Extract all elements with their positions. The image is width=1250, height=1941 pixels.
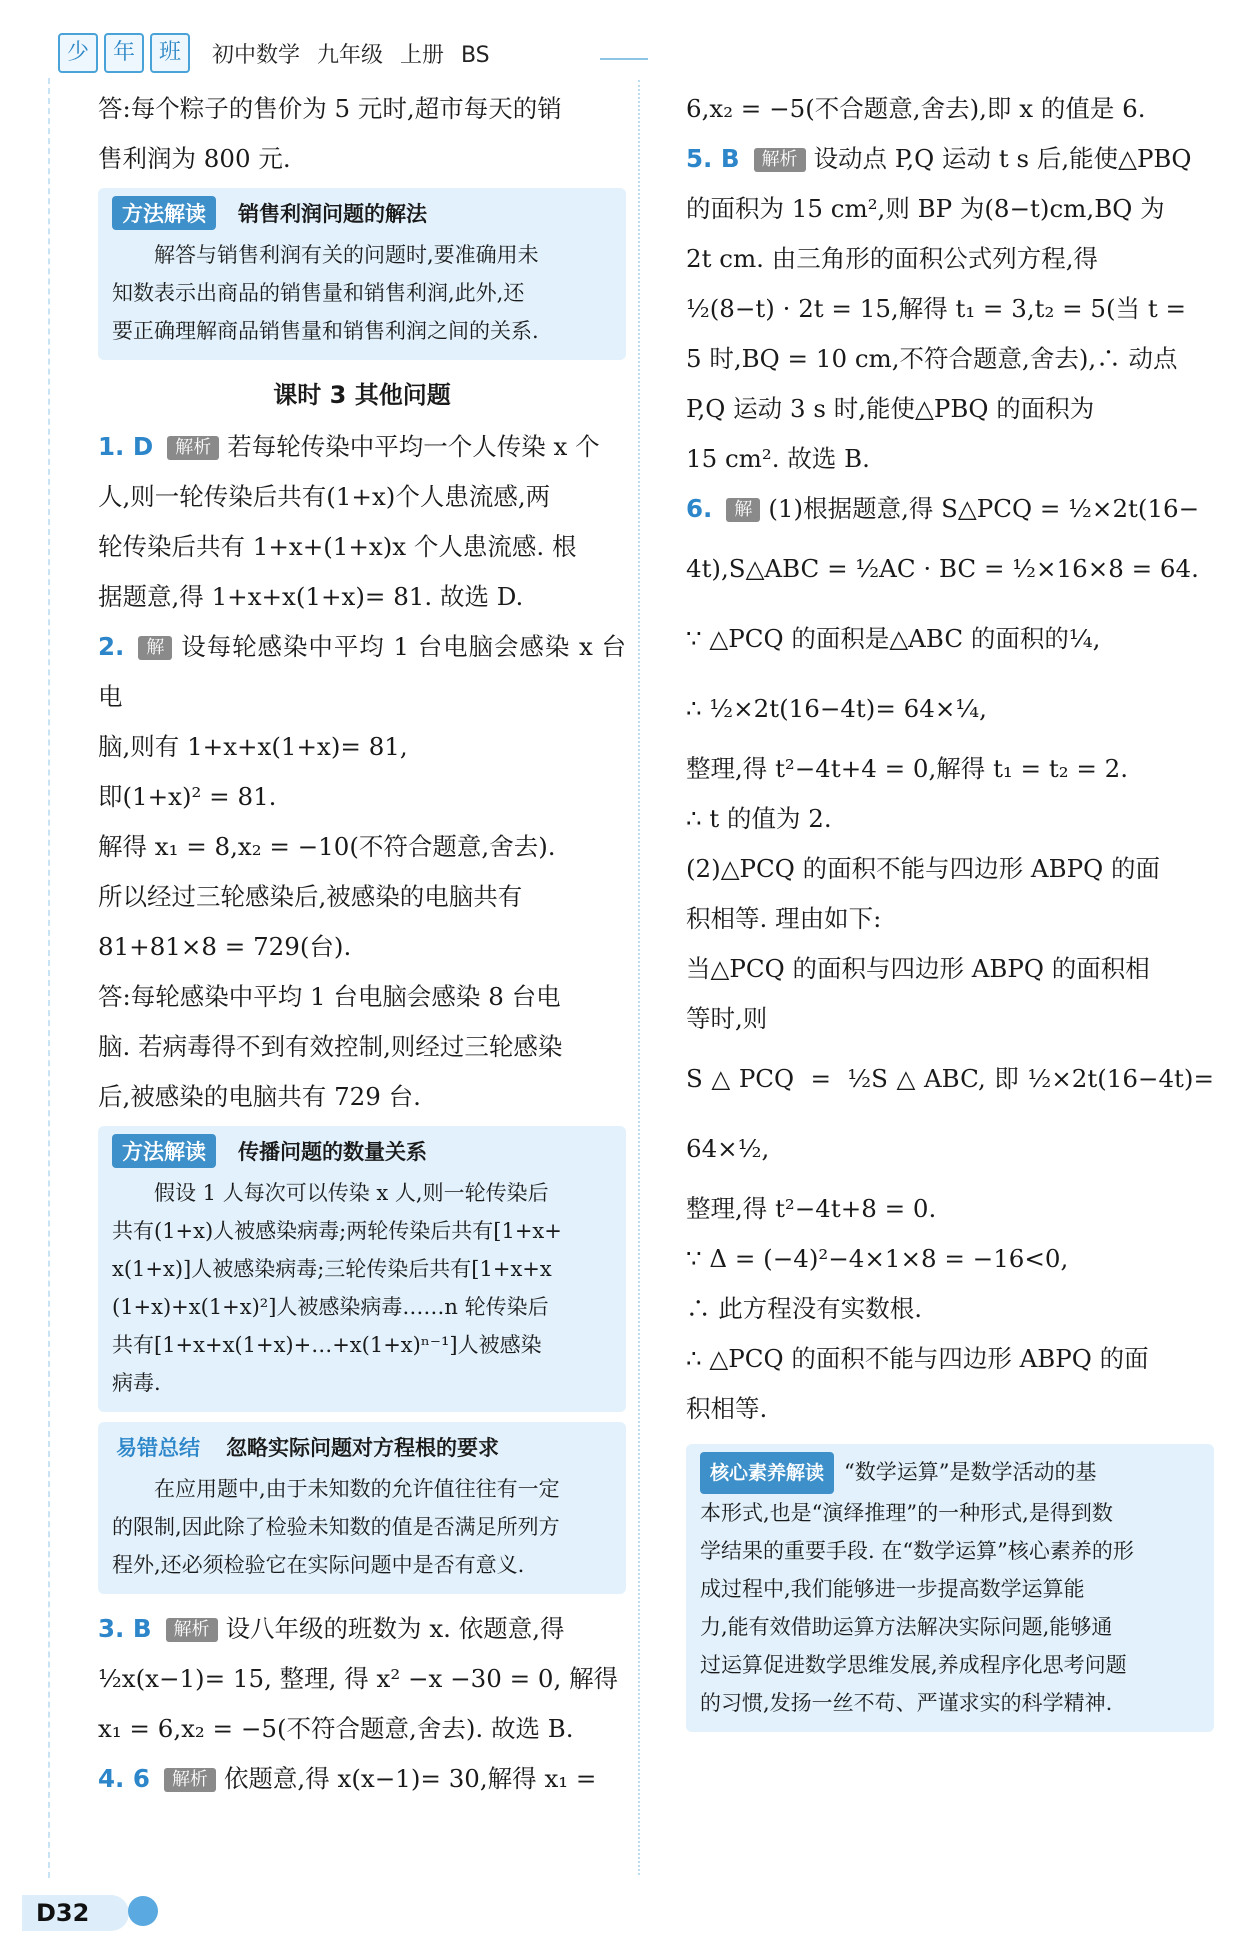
text-line: 整理,得 t²−4t+4 = 0,解得 t₁ = t₂ = 2. [686, 754, 1129, 783]
text-line: ∴ t 的值为 2. [686, 804, 832, 833]
box-line: 知数表示出商品的销售量和销售利润,此外,还 [112, 281, 525, 305]
method-box [98, 1126, 626, 1412]
column-divider [638, 80, 640, 1875]
brand-char: 少 [58, 33, 98, 73]
error-summary-box [98, 1422, 626, 1594]
text-line: 当△PCQ 的面积与四边形 ABPQ 的面积相 [686, 954, 1150, 983]
page-dot-icon [128, 1896, 158, 1926]
text-line: 后,被感染的电脑共有 729 台. [98, 1082, 421, 1111]
solution-tag: 解 [138, 636, 172, 660]
question-number: 2. [98, 632, 125, 661]
box-line: 本形式,也是“演绎推理”的一种形式,是得到数 [700, 1501, 1113, 1525]
box-line: 要正确理解商品销售量和销售利润之间的关系. [112, 319, 539, 343]
answer-line: 答:每个粽子的售价为 5 元时,超市每天的销 [98, 94, 562, 123]
box-title: 销售利润问题的解法 [238, 202, 427, 226]
text-line: ½(8−t) · 2t = 15,解得 t₁ = 3,t₂ = 5(当 t = [686, 294, 1186, 323]
analysis-tag: 解析 [754, 148, 806, 172]
brand-logo [58, 33, 190, 73]
text-line: 6,x₂ = −5(不合题意,舍去),即 x 的值是 6. [686, 94, 1146, 123]
right-column [686, 84, 1214, 1742]
text-line: 5 时,BQ = 10 cm,不符合题意,舍去),∴ 动点 [686, 344, 1178, 373]
box-line: 假设 1 人每次可以传染 x 人,则一轮传染后 [154, 1181, 549, 1205]
header-subject: 初中数学 九年级 上册 BS [212, 42, 490, 68]
answer-line: 售利润为 800 元. [98, 144, 291, 173]
box-line: 解答与销售利润有关的问题时,要准确用未 [154, 243, 539, 267]
box-line: 力,能有效借助运算方法解决实际问题,能够通 [700, 1615, 1113, 1639]
text-line: ∴ 此方程没有实数根. [686, 1294, 923, 1323]
analysis-tag: 解析 [167, 436, 219, 460]
question-2: 2. 解 设每轮感染中平均 1 台电脑会感染 x 台电 [98, 632, 626, 711]
box-line: 程外,还必须检验它在实际问题中是否有意义. [112, 1553, 525, 1577]
text-line: x₁ = 6,x₂ = −5(不符合题意,舍去). 故选 B. [98, 1714, 574, 1743]
text-line: 据题意,得 1+x+x(1+x)= 81. 故选 D. [98, 582, 524, 611]
question-1: 1. D 解析 若每轮传染中平均一个人传染 x 个 [98, 432, 600, 461]
question-number: 4. 6 [98, 1764, 150, 1793]
text-line: ∴ △PCQ 的面积不能与四边形 ABPQ 的面 [686, 1344, 1149, 1373]
text-line: 等时,则 [686, 1004, 768, 1033]
core-literacy-box [686, 1444, 1214, 1732]
question-4: 4. 6 解析 依题意,得 x(x−1)= 30,解得 x₁ = [98, 1764, 597, 1793]
box-label: 核心素养解读 [700, 1452, 834, 1494]
brand-char: 年 [104, 33, 144, 73]
text-line: ∵ Δ = (−4)²−4×1×8 = −16<0, [686, 1244, 1069, 1273]
brand-char: 班 [150, 33, 190, 73]
box-label: 方法解读 [112, 196, 216, 230]
question-3: 3. B 解析 设八年级的班数为 x. 依题意,得 [98, 1614, 565, 1643]
box-line: 的习惯,发扬一丝不苟、严谨求实的科学精神. [700, 1691, 1113, 1715]
text-line: 轮传染后共有 1+x+(1+x)x 个人患流感. 根 [98, 532, 577, 561]
text-line: 整理,得 t²−4t+8 = 0. [686, 1194, 937, 1223]
box-line: 成过程中,我们能够进一步提高数学运算能 [700, 1577, 1085, 1601]
section-title: 课时 3 其他问题 [273, 381, 451, 409]
text-line: 积相等. 理由如下: [686, 904, 882, 933]
text-line: ½x(x−1)= 15, 整理, 得 x² −x −30 = 0, 解得 [98, 1664, 619, 1693]
analysis-tag: 解析 [166, 1618, 218, 1642]
box-line: 病毒. [112, 1371, 161, 1395]
box-line: 共有[1+x+x(1+x)+…+x(1+x)ⁿ⁻¹]人被感染 [112, 1333, 542, 1357]
text-line: 4t),S△ABC = ½AC · BC = ½×16×8 = 64. [686, 554, 1199, 583]
text-line: 积相等. [686, 1394, 768, 1423]
text-line: 的面积为 15 cm²,则 BP 为(8−t)cm,BQ 为 [686, 194, 1165, 223]
box-line: (1+x)+x(1+x)²]人被感染病毒……n 轮传染后 [112, 1295, 549, 1319]
text-line: 即(1+x)² = 81. [98, 782, 277, 811]
left-column [98, 84, 626, 1804]
text-line: ∵ △PCQ 的面积是△ABC 的面积的¼, [686, 624, 1101, 653]
text-line: S△PCQ = ½S△ABC,即½×2t(16−4t)= 64×½, [686, 1064, 1214, 1163]
page-header [58, 28, 490, 78]
box-line: 核心素养解读 “数学运算”是数学活动的基 [700, 1452, 1200, 1494]
box-line: 共有(1+x)人被感染病毒;两轮传染后共有[1+x+ [112, 1219, 562, 1243]
box-line: 的限制,因此除了检验未知数的值是否满足所列方 [112, 1515, 560, 1539]
text-line: P,Q 运动 3 s 时,能使△PBQ 的面积为 [686, 394, 1095, 423]
text-line: 解得 x₁ = 8,x₂ = −10(不符合题意,舍去). [98, 832, 556, 861]
text-line: (2)△PCQ 的面积不能与四边形 ABPQ 的面 [686, 854, 1160, 883]
page-frame [48, 78, 54, 1878]
solution-tag: 解 [726, 498, 760, 522]
box-line: 学结果的重要手段. 在“数学运算”核心素养的形 [700, 1539, 1134, 1563]
box-line: 在应用题中,由于未知数的允许值往往有一定 [154, 1477, 560, 1501]
box-line: 过运算促进数学思维发展,养成程序化思考问题 [700, 1653, 1127, 1677]
header-rule [600, 58, 648, 60]
text-line: 所以经过三轮感染后,被感染的电脑共有 [98, 882, 523, 911]
text-line: 脑,则有 1+x+x(1+x)= 81, [98, 732, 408, 761]
box-label: 易错总结 [116, 1436, 200, 1460]
text-line: 81+81×8 = 729(台). [98, 932, 352, 961]
question-number: 5. B [686, 144, 740, 173]
question-6: 6. 解 (1)根据题意,得 S△PCQ = ½×2t(16− [686, 494, 1200, 523]
question-number: 1. D [98, 432, 154, 461]
question-5: 5. B 解析 设动点 P,Q 运动 t s 后,能使△PBQ [686, 144, 1192, 173]
page-number: D32 [22, 1895, 129, 1931]
method-box [98, 188, 626, 360]
box-title: 传播问题的数量关系 [238, 1140, 427, 1164]
text-line: 答:每轮感染中平均 1 台电脑会感染 8 台电 [98, 982, 561, 1011]
text-line: 人,则一轮传染后共有(1+x)个人患流感,两 [98, 482, 551, 511]
box-title: 忽略实际问题对方程根的要求 [226, 1436, 499, 1460]
question-number: 3. B [98, 1614, 152, 1643]
box-label: 方法解读 [112, 1134, 216, 1168]
question-number: 6. [686, 494, 713, 523]
box-line: x(1+x)]人被感染病毒;三轮传染后共有[1+x+x [112, 1257, 552, 1281]
text-line: 15 cm². 故选 B. [686, 444, 870, 473]
text-line: ∴ ½×2t(16−4t)= 64×¼, [686, 694, 987, 723]
analysis-tag: 解析 [164, 1768, 216, 1792]
text-line: 2t cm. 由三角形的面积公式列方程,得 [686, 244, 1099, 273]
text-line: 脑. 若病毒得不到有效控制,则经过三轮感染 [98, 1032, 563, 1061]
